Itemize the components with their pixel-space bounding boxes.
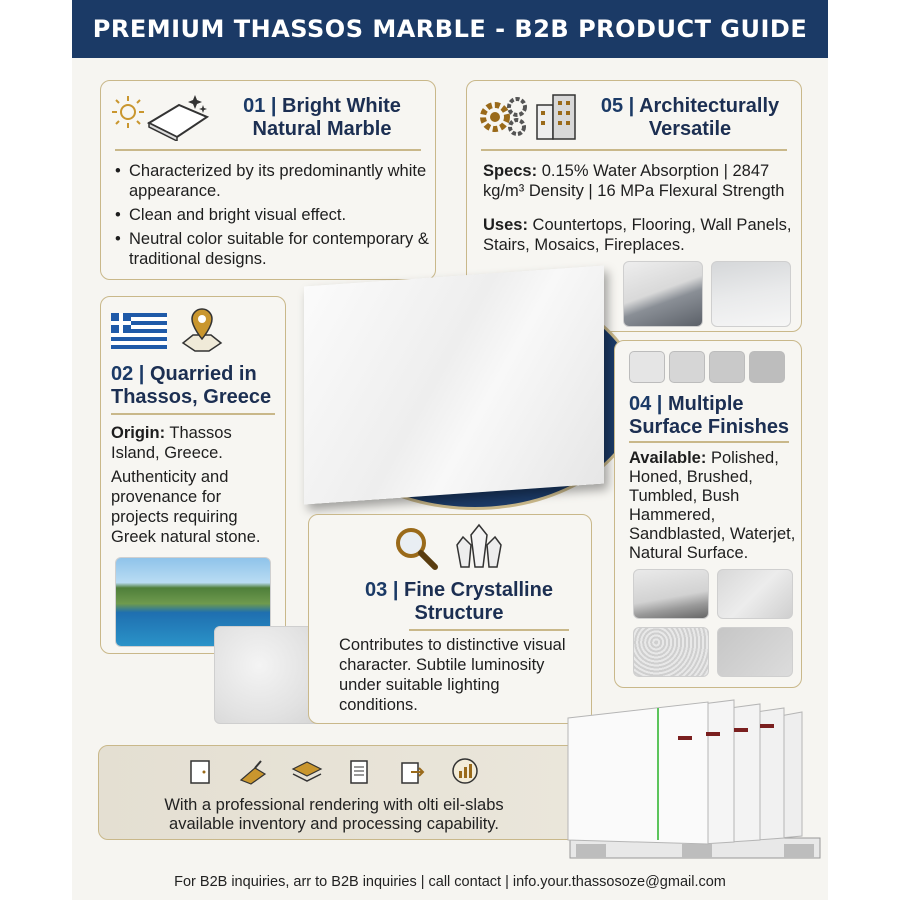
finish-photo-sandblasted [717, 627, 793, 677]
title-line: Thassos, Greece [111, 386, 272, 408]
banner-line: available inventory and processing capability. [169, 815, 499, 833]
sun-icon [109, 93, 147, 131]
flooring-photo [711, 261, 791, 327]
title-line: Fine Crystalline [404, 579, 553, 601]
finish-swatch [629, 351, 665, 383]
card-bright-white [100, 80, 436, 280]
title-line: Surface Finishes [629, 416, 790, 438]
gears-icon [475, 93, 531, 139]
specs-label: Specs: [483, 162, 538, 180]
banner-message [99, 796, 569, 834]
origin-text [111, 423, 281, 463]
slab-stack-image [562, 698, 824, 864]
layers-icon [291, 758, 323, 786]
card-title [329, 579, 589, 625]
title-line: Structure [414, 602, 504, 624]
specs-text [483, 161, 795, 201]
contact-footer: For B2B inquiries, arr to B2B inquiries | call contact | info.your.thassosoze@gmail.com [174, 874, 726, 890]
uses-label: Uses: [483, 216, 528, 234]
title-line: Architecturally [639, 95, 780, 117]
title-line: Multiple [667, 393, 744, 415]
crystalline-text: Contributes to distinctive visual character. Subtile luminosity under suitable lighting conditions. [339, 636, 566, 714]
list-item: • Clean and bright visual effect. [113, 205, 429, 225]
card-number: 02 | [111, 363, 145, 385]
countertop-photo [623, 261, 703, 327]
location-pin-icon [179, 305, 225, 355]
origin-value: Thassos Island, Greece. [111, 424, 232, 462]
available-value: Polished, Honed, Brushed, Tumbled, Bush Hammered, Sandblasted, Waterjet, Natural Surface. [629, 449, 796, 562]
card-number: 04 | [629, 393, 663, 415]
title-line: Quarried in [149, 363, 257, 385]
provenance-text: Authenticity and provenance for projects requiring Greek natural stone. [111, 468, 261, 546]
title-line: Natural Marble [252, 118, 392, 140]
specs-value: 0.15% Water Absorption | 2847 kg/m³ Density | 16 MPa Flexural Strength [483, 162, 785, 200]
uses-text [483, 215, 795, 255]
finish-photo-honed [717, 569, 793, 619]
card-surface-finishes [614, 340, 802, 688]
banner-line: With a professional rendering with olti eil-slabs [164, 796, 504, 814]
divider [409, 629, 569, 631]
bullet-list [113, 161, 429, 273]
origin-label: Origin: [111, 424, 166, 442]
chart-icon [449, 756, 481, 786]
greece-flag-icon [111, 313, 167, 349]
finish-swatch [669, 351, 705, 383]
divider [115, 149, 421, 151]
building-icon [533, 91, 579, 141]
finish-swatch [749, 351, 785, 383]
marble-slab-image [304, 266, 604, 505]
magnifier-icon [393, 525, 439, 571]
list-item: • Characterized by its predominantly white appearance. [113, 161, 429, 201]
available-label: Available: [629, 449, 707, 467]
title-line: Bright White [282, 95, 401, 117]
card-title [585, 95, 795, 141]
card-title [217, 95, 427, 141]
card-quarried-thassos [100, 296, 286, 654]
marble-tile-icon [145, 91, 211, 141]
title-line: Versatile [648, 118, 732, 140]
trowel-icon [237, 758, 269, 786]
card-number: 05 | [600, 95, 635, 117]
card-title [629, 393, 799, 439]
export-icon [397, 758, 427, 786]
finish-photo-polished [633, 569, 709, 619]
available-text [629, 449, 801, 563]
page-title: PREMIUM THASSOS MARBLE - B2B PRODUCT GUIDE [72, 0, 828, 58]
door-icon [185, 758, 215, 786]
divider [629, 441, 789, 443]
finish-swatch [709, 351, 745, 383]
list-item: • Neutral color suitable for contemporary & traditional designs. [113, 229, 429, 269]
document-icon [345, 758, 375, 786]
card-fine-crystalline [308, 514, 592, 724]
finish-photo-bush-hammered [633, 627, 709, 677]
divider [111, 413, 275, 415]
card-number: 03 | [365, 579, 399, 601]
card-number: 01 | [243, 95, 277, 117]
crystal-icon [453, 523, 505, 571]
card-title [111, 363, 281, 409]
product-guide-page [72, 0, 828, 900]
divider [481, 149, 787, 151]
uses-value: Countertops, Flooring, Wall Panels, Stairs, Mosaics, Fireplaces. [483, 216, 792, 254]
